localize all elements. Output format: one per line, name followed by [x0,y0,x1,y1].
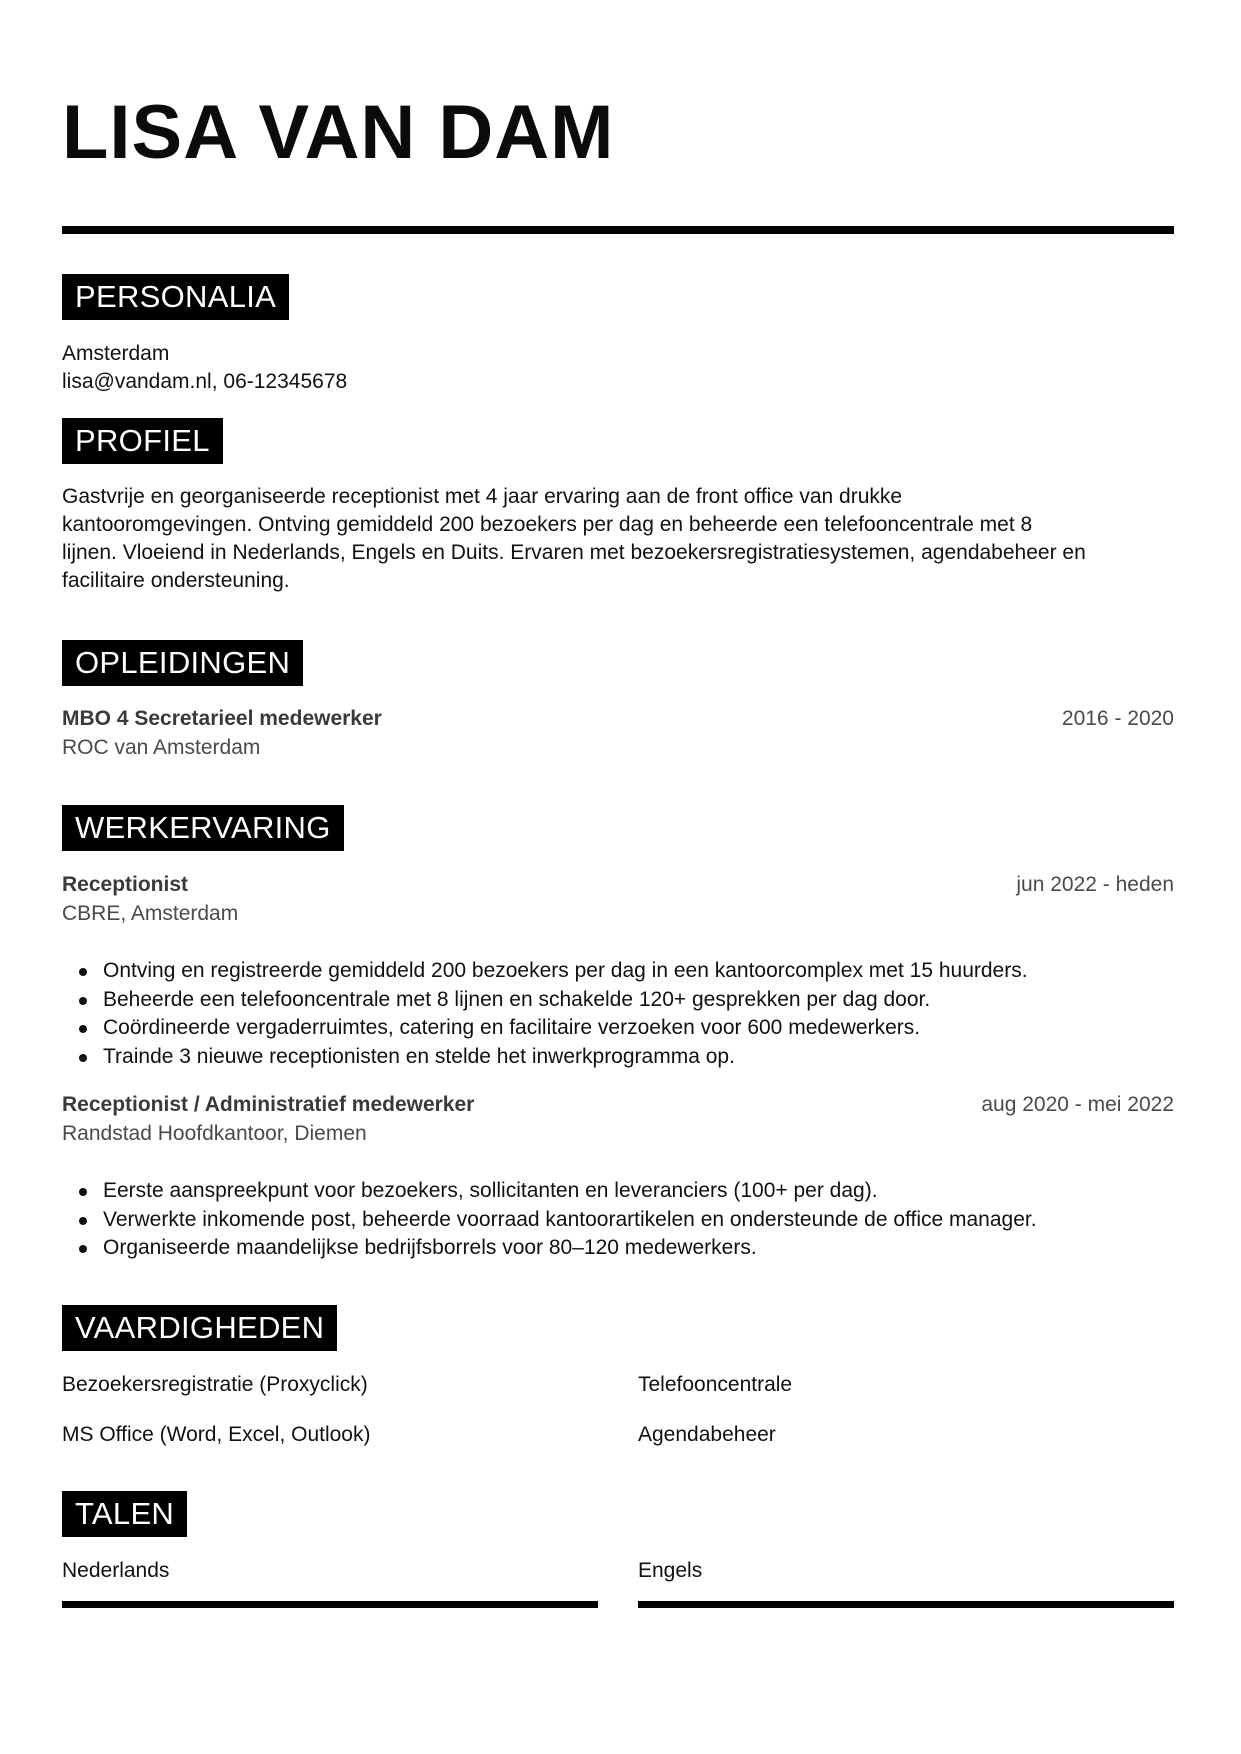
language-level-bar [638,1601,1174,1608]
language-level-bar [62,1601,598,1608]
job-period: aug 2020 - mei 2022 [981,1093,1174,1116]
bullet-dot-icon [79,1217,87,1225]
job-bullet-list [62,1177,1174,1263]
job-company: CBRE, Amsterdam [62,902,239,925]
skill-item: Telefooncentrale [638,1373,793,1396]
section-heading-opleidingen: OPLEIDINGEN [62,640,303,686]
bullet-dot-icon [79,1188,87,1196]
job-period: jun 2022 - heden [1016,873,1174,896]
job-bullet: Eerste aanspreekpunt voor bezoekers, sollicitanten en leveranciers (100+ per dag). [62,1177,1174,1206]
bullet-dot-icon [79,1054,87,1062]
bullet-dot-icon [79,1245,87,1253]
profile-summary [62,483,1174,595]
education-institution: ROC van Amsterdam [62,736,261,759]
job-company: Randstad Hoofdkantoor, Diemen [62,1122,367,1145]
job-bullet: Coördineerde vergaderruimtes, catering en facilitaire verzoeken voor 600 medewerkers. [62,1014,1174,1043]
job-title: Receptionist [62,873,189,896]
skill-item: Bezoekersregistratie (Proxyclick) [62,1373,368,1396]
section-heading-profiel: PROFIEL [62,418,223,464]
education-title: MBO 4 Secretarieel medewerker [62,707,382,730]
profile-line: Gastvrije en georganiseerde receptionist met 4 jaar ervaring aan de front office van drukke [62,485,903,508]
section-heading-personalia: PERSONALIA [62,274,289,320]
language-name: Engels [638,1559,703,1582]
header-divider [62,226,1174,234]
section-heading-werkervaring: WERKERVARING [62,805,344,851]
job-bullet: Verwerkte inkomende post, beheerde voorraad kantoorartikelen en ondersteunde de office manager. [62,1206,1174,1235]
section-heading-vaardigheden: VAARDIGHEDEN [62,1305,337,1351]
job-bullet-list [62,957,1174,1071]
profile-line: kantooromgevingen. Ontving gemiddeld 200 bezoekers per dag en beheerde een telefooncentrale met 8 [62,513,1033,536]
job-bullet: Ontving en registreerde gemiddeld 200 bezoekers per dag in een kantoorcomplex met 15 huurders. [62,957,1174,986]
skill-item: MS Office (Word, Excel, Outlook) [62,1423,371,1446]
candidate-name: LISA VAN DAM [62,90,615,175]
bullet-dot-icon [79,1025,87,1033]
language-name: Nederlands [62,1559,170,1582]
profile-line: lijnen. Vloeiend in Nederlands, Engels en Duits. Ervaren met bezoekersregistratiesystemen, agendabeheer en [62,541,1086,564]
job-bullet: Trainde 3 nieuwe receptionisten en stelde het inwerkprogramma op. [62,1043,1174,1072]
profile-line: facilitaire ondersteuning. [62,569,290,592]
job-bullet: Organiseerde maandelijkse bedrijfsborrels voor 80–120 medewerkers. [62,1234,1174,1263]
education-period: 2016 - 2020 [1061,707,1174,730]
job-title: Receptionist / Administratief medewerker [62,1093,475,1116]
skill-item: Agendabeheer [638,1423,776,1446]
bullet-dot-icon [79,997,87,1005]
job-bullet: Beheerde een telefooncentrale met 8 lijnen en schakelde 120+ gesprekken per dag door. [62,986,1174,1015]
personalia-city: Amsterdam [62,342,170,365]
personalia-contact: lisa@vandam.nl, 06-12345678 [62,370,348,393]
section-heading-talen: TALEN [62,1491,187,1537]
bullet-dot-icon [79,968,87,976]
